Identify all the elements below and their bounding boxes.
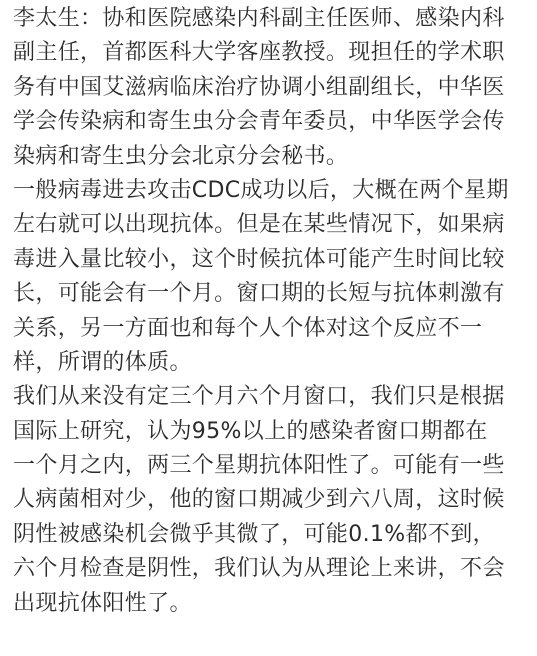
text-line: 一般病毒进去攻击CDC成功以后，大概在两个星期 [13, 177, 509, 203]
text-line: 李太生：协和医院感染内科副主任医师、感染内科 [13, 6, 505, 31]
text-line: 阴性被感染机会微乎其微了，可能0.1%都不到， [13, 521, 495, 547]
text-line: 我们从来没有定三个月六个月窗口，我们只是根据 [13, 384, 505, 410]
paragraph-window-period [13, 380, 525, 621]
text-line: 关系，另一方面也和每个人个体对这个反应不一 [13, 315, 483, 341]
text-line: 一个月之内，两三个星期抗体阳性了。可能有一些 [13, 453, 505, 479]
text-line: 染病和寄生虫分会北京分会秘书。 [13, 143, 349, 169]
text-line: 毒进入量比较小，这个时候抗体可能产生时间比较 [13, 246, 505, 272]
text-line: 六个月检查是阴性，我们认为从理论上来讲，不会 [13, 556, 505, 582]
paragraph-antibody-timing [13, 174, 525, 380]
text-line: 学会传染病和寄生虫分会青年委员，中华医学会传 [13, 109, 505, 135]
text-line: 长，可能会有一个月。窗口期的长短与抗体刺激有 [13, 281, 505, 307]
text-line: 出现抗体阳性了。 [13, 590, 192, 616]
text-line: 左右就可以出现抗体。但是在某些情况下，如果病 [13, 212, 505, 238]
text-line: 副主任，首都医科大学客座教授。现担任的学术职 [13, 40, 505, 66]
paragraph-bio [13, 2, 525, 174]
text-line: 国际上研究，认为95%以上的感染者窗口期都在 [13, 418, 488, 444]
text-line: 样，所谓的体质。 [13, 349, 192, 375]
text-line: 人病菌相对少，他的窗口期减少到六八周，这时候 [13, 487, 505, 513]
text-line: 务有中国艾滋病临床治疗协调小组副组长，中华医 [13, 74, 505, 100]
